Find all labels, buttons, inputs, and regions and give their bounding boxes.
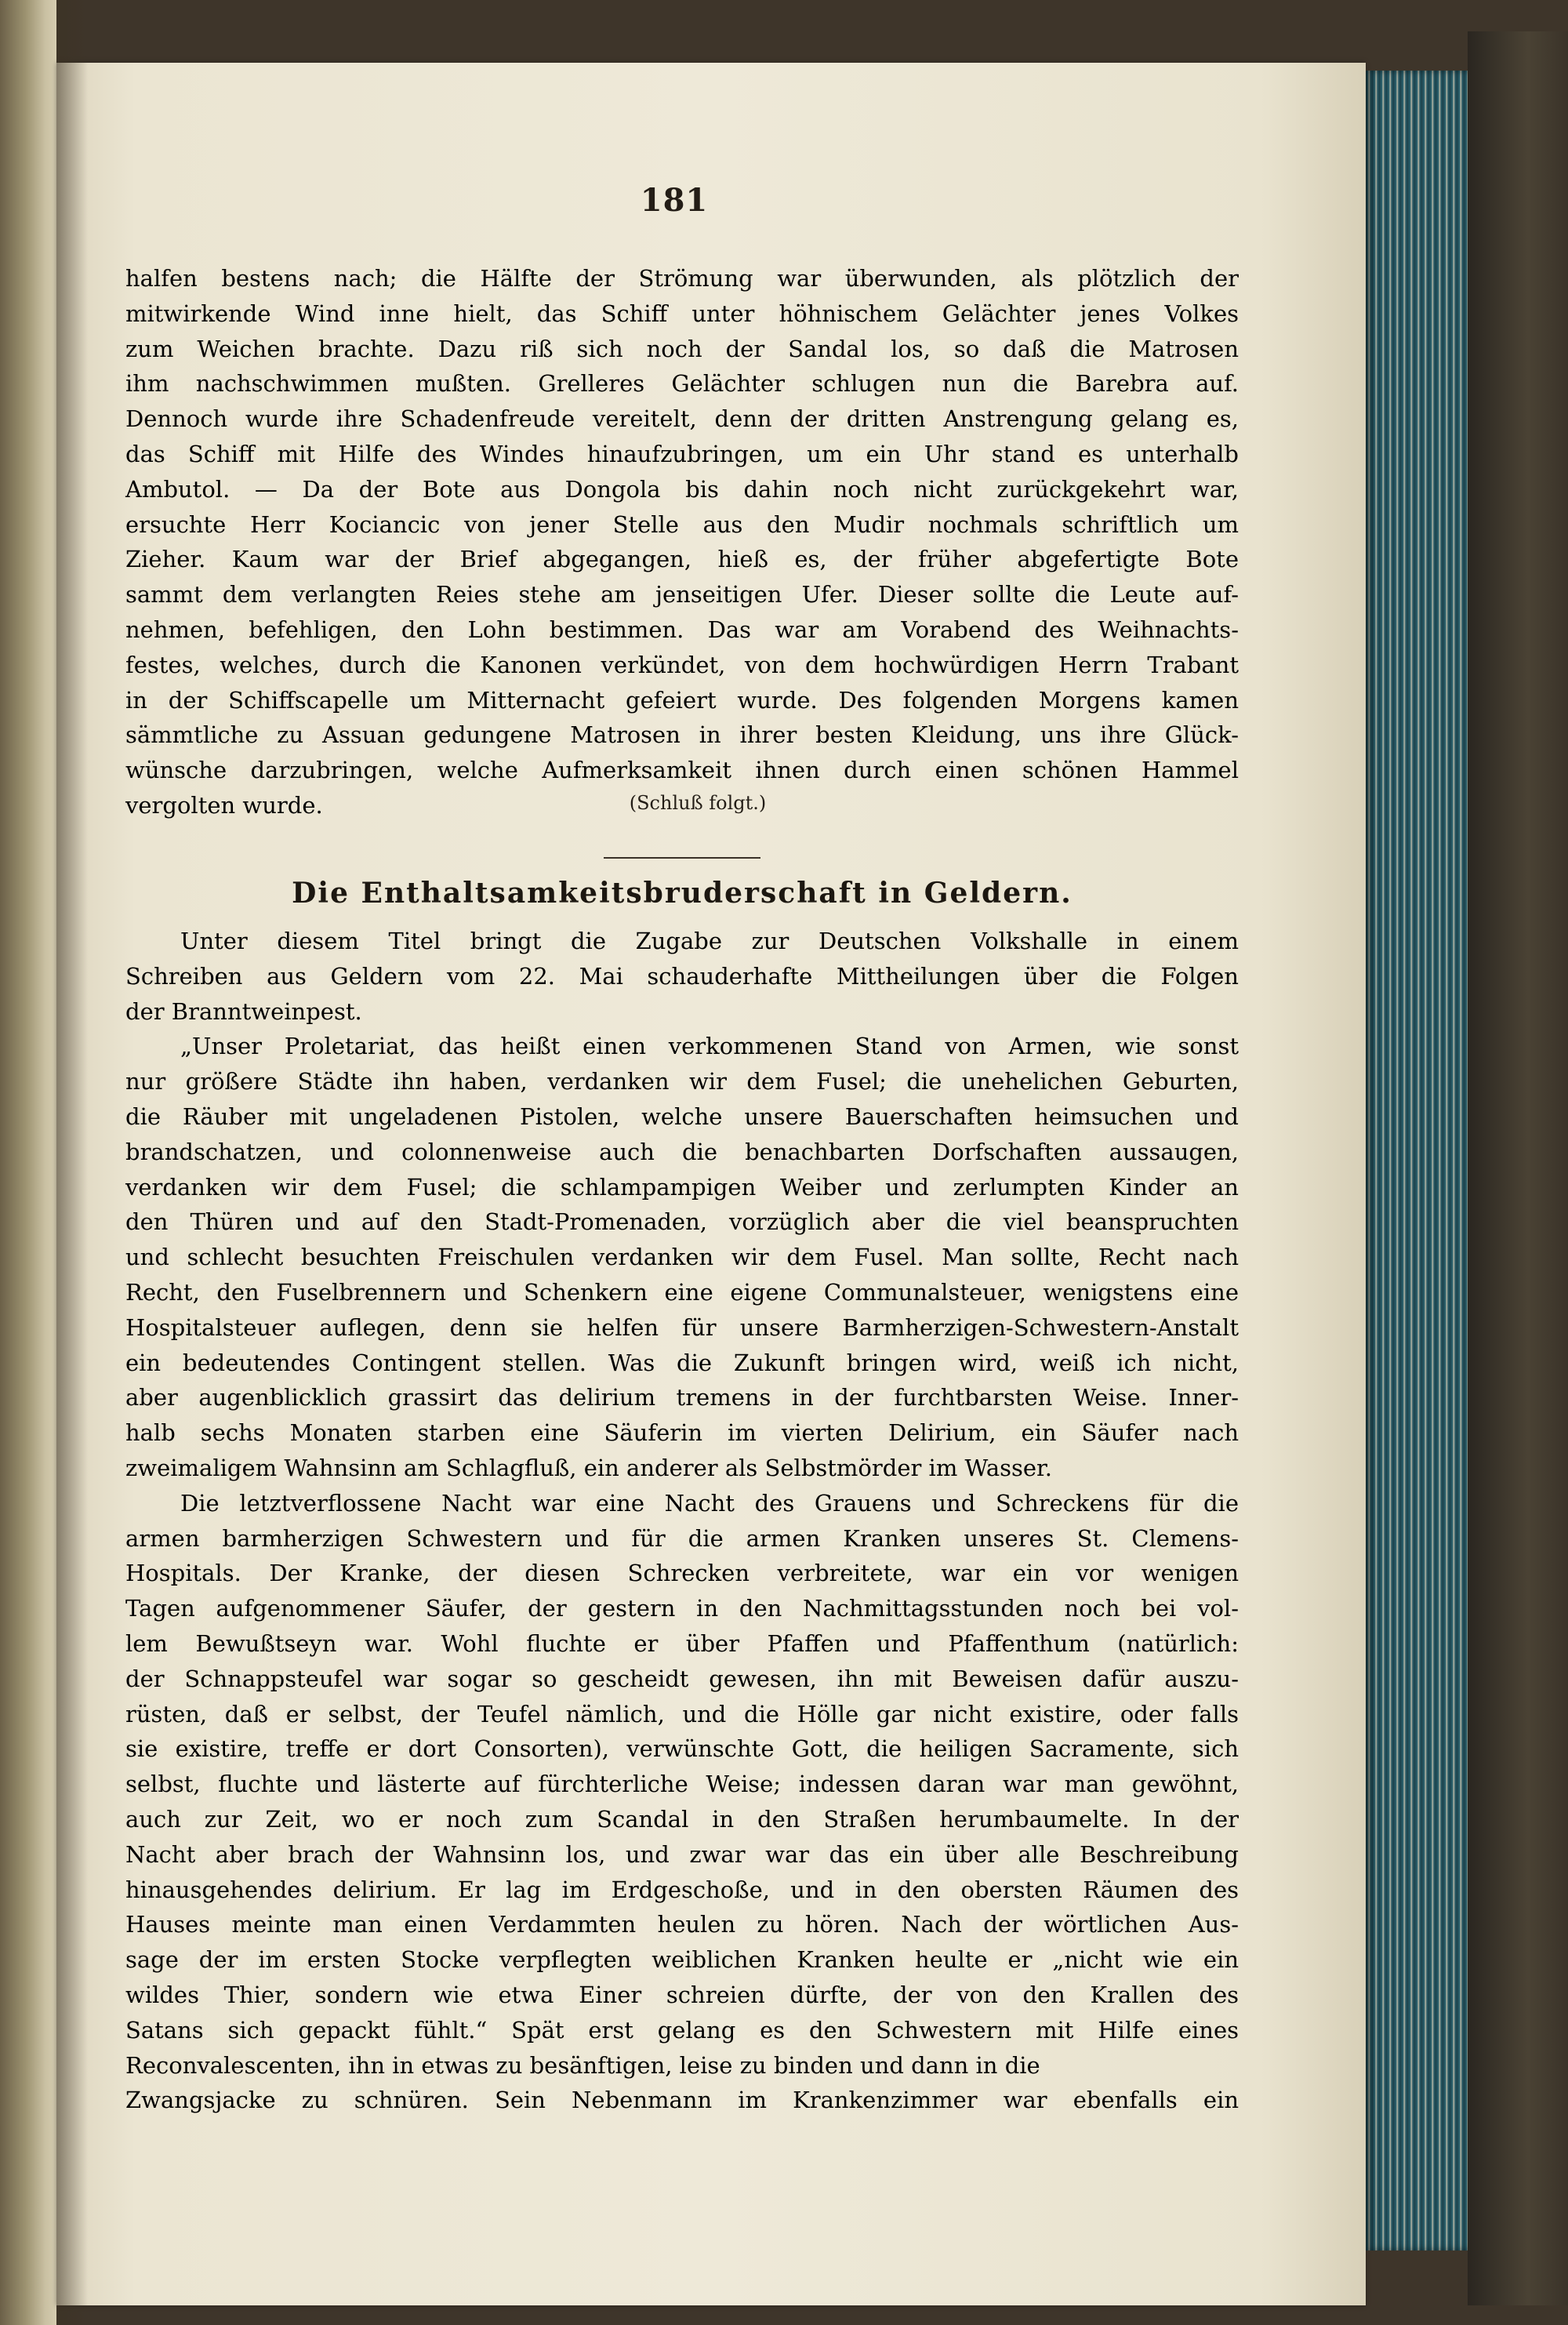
text-line: den Thüren und auf den Stadt-Promenaden, vorzüglich aber die viel beanspruchten bbox=[125, 1208, 1239, 1236]
section-divider bbox=[604, 857, 760, 859]
text-line: halb sechs Monaten starben eine Säuferin im vierten Delirium, ein Säufer nach bbox=[125, 1419, 1239, 1447]
text-line: die Räuber mit ungeladenen Pistolen, welche unsere Bauerschaften heimsuchen und bbox=[125, 1103, 1239, 1130]
text-line: armen barmherzigen Schwestern und für die armen Kranken unseres St. Clemens- bbox=[125, 1524, 1239, 1552]
text-line: Satans sich gepackt fühlt.“ Spät erst gelang es den Schwestern mit Hilfe eines bbox=[125, 2016, 1239, 2043]
text-line: lem Bewußtseyn war. Wohl fluchte er über Pfaffen und Pfaffenthum (natürlich: bbox=[125, 1630, 1239, 1657]
text-line: Recht, den Fuselbrennern und Schenkern eine eigene Communalsteuer, wenigstens eine bbox=[125, 1279, 1239, 1306]
text-line: nur größere Städte ihn haben, verdanken wir dem Fusel; die unehelichen Geburten, bbox=[125, 1068, 1239, 1095]
text-line: Nacht aber brach der Wahnsinn los, und zwar war das ein über alle Beschreibung bbox=[125, 1840, 1239, 1868]
text-line: hinausgehendes delirium. Er lag im Erdgeschoße, und in den obersten Räumen des bbox=[125, 1876, 1239, 1903]
text-line: sage der im ersten Stocke verpflegten weiblichen Kranken heulte er „nicht wie ein bbox=[125, 1946, 1239, 1974]
text-line: festes, welches, durch die Kanonen verkündet, von dem hochwürdigen Herrn Trabant bbox=[125, 651, 1239, 678]
text-line: brandschatzen, und colonnenweise auch die benachbarten Dorfschaften aussaugen, bbox=[125, 1138, 1239, 1165]
article-heading: Die Enthaltsamkeitsbruderschaft in Geldern. bbox=[292, 877, 1073, 910]
text-line: rüsten, daß er selbst, der Teufel nämlich, und die Hölle gar nicht existire, oder falls bbox=[125, 1700, 1239, 1727]
text-line: ihm nachschwimmen mußten. Grelleres Gelächter schlugen nun die Barebra auf. bbox=[125, 370, 1239, 398]
text-line: zweimaligem Wahnsinn am Schlagfluß, ein anderer als Selbstmörder im Wasser. bbox=[125, 1455, 1052, 1481]
text-line: halfen bestens nach; die Hälfte der Strömung war überwunden, als plötzlich der bbox=[125, 265, 1239, 292]
continuation-note: (Schluß folgt.) bbox=[629, 792, 767, 814]
text-line: Hauses meinte man einen Verdammten heulen zu hören. Nach der wörtlichen Aus- bbox=[125, 1911, 1239, 1938]
text-line: Zwangsjacke zu schnüren. Sein Nebenmann im Krankenzimmer war ebenfalls ein bbox=[125, 2087, 1239, 2114]
text-line: das Schiff mit Hilfe des Windes hinaufzubringen, um ein Uhr stand es unterhalb bbox=[125, 441, 1239, 467]
text-line: Zieher. Kaum war der Brief abgegangen, hieß es, der früher abgefertigte Bote bbox=[125, 546, 1239, 573]
text-line: selbst, fluchte und lästerte auf fürchterliche Weise; indessen daran war man gewöhnt, bbox=[125, 1771, 1239, 1798]
text-line: Die letztverflossene Nacht war eine Nacht des Grauens und Schreckens für die bbox=[180, 1489, 1239, 1517]
facing-page-edge bbox=[0, 0, 56, 2325]
text-line: in der Schiffscapelle um Mitternacht gefeiert wurde. Des folgenden Morgens kamen bbox=[125, 686, 1239, 714]
text-line: wildes Thier, sondern wie etwa Einer schreien dürfte, der von den Krallen des bbox=[125, 1982, 1239, 2008]
text-line: ersuchte Herr Kociancic von jener Stelle aus den Mudir nochmals schriftlich um bbox=[125, 510, 1239, 538]
text-line: sie existire, treffe er dort Consorten), verwünschte Gott, die heiligen Sacramente, sich bbox=[125, 1735, 1239, 1763]
text-line: Hospitals. Der Kranke, der diesen Schrecken verbreitete, war ein vor wenigen bbox=[125, 1560, 1239, 1587]
text-line: aber augenblicklich grassirt das delirium tremens in der furchtbarsten Weise. Inner- bbox=[125, 1384, 1239, 1411]
text-line: zum Weichen brachte. Dazu riß sich noch der Sandal los, so daß die Matrosen bbox=[125, 335, 1239, 362]
text-line: verdanken wir dem Fusel; die schlampampigen Weiber und zerlumpten Kinder an bbox=[125, 1173, 1239, 1201]
text-line: Dennoch wurde ihre Schadenfreude vereitelt, denn der dritten Anstrengung gelang es, bbox=[125, 405, 1239, 433]
text-line: Ambutol. — Da der Bote aus Dongola bis dahin noch nicht zurückgekehrt war, bbox=[125, 475, 1239, 503]
text-line: „Unser Proletariat, das heißt einen verkommenen Stand von Armen, wie sonst bbox=[180, 1033, 1239, 1060]
text-line: Unter diesem Titel bringt die Zugabe zur Deutschen Volkshalle in einem bbox=[180, 928, 1239, 954]
text-line: der Branntweinpest. bbox=[125, 997, 362, 1025]
text-line: sammt dem verlangten Reies stehe am jenseitigen Ufer. Dieser sollte die Leute auf- bbox=[125, 581, 1239, 608]
text-line: Hospitalsteuer auflegen, denn sie helfen für unsere Barmherzigen-Schwestern-Anstalt bbox=[125, 1313, 1239, 1341]
text-line: auch zur Zeit, wo er noch zum Scandal in den Straßen herumbaumelte. In der bbox=[125, 1806, 1239, 1833]
text-line: vergolten wurde. bbox=[125, 792, 323, 819]
text-line: Tagen aufgenommener Säufer, der gestern in den Nachmittagsstunden noch bei vol- bbox=[125, 1595, 1239, 1622]
text-line: nehmen, befehligen, den Lohn bestimmen. Das war am Vorabend des Weihnachts- bbox=[125, 616, 1239, 643]
page-edges bbox=[1366, 71, 1468, 2251]
text-line: Schreiben aus Geldern vom 22. Mai schauderhafte Mittheilungen über die Folgen bbox=[125, 962, 1239, 990]
text-line: der Schnappsteufel war sogar so gescheidt gewesen, ihn mit Beweisen dafür auszu- bbox=[125, 1665, 1239, 1692]
page-number: 181 bbox=[640, 182, 709, 219]
gutter-shadow bbox=[56, 0, 88, 2325]
text-line: ein bedeutendes Contingent stellen. Was die Zukunft bringen wird, weiß ich nicht, bbox=[125, 1349, 1239, 1376]
book-cover bbox=[1468, 31, 1568, 2305]
text-line: mitwirkende Wind inne hielt, das Schiff unter höhnischem Gelächter jenes Volkes bbox=[125, 300, 1239, 327]
text-line: Reconvalescenten, ihn in etwas zu besänftigen, leise zu binden und dann in die bbox=[125, 2051, 1040, 2079]
text-line: sämmtliche zu Assuan gedungene Matrosen in ihrer besten Kleidung, uns ihre Glück- bbox=[125, 721, 1239, 749]
text-line: wünsche darzubringen, welche Aufmerksamkeit ihnen durch einen schönen Hammel bbox=[125, 757, 1239, 784]
text-line: und schlecht besuchten Freischulen verdanken wir dem Fusel. Man sollte, Recht nach bbox=[125, 1244, 1239, 1271]
